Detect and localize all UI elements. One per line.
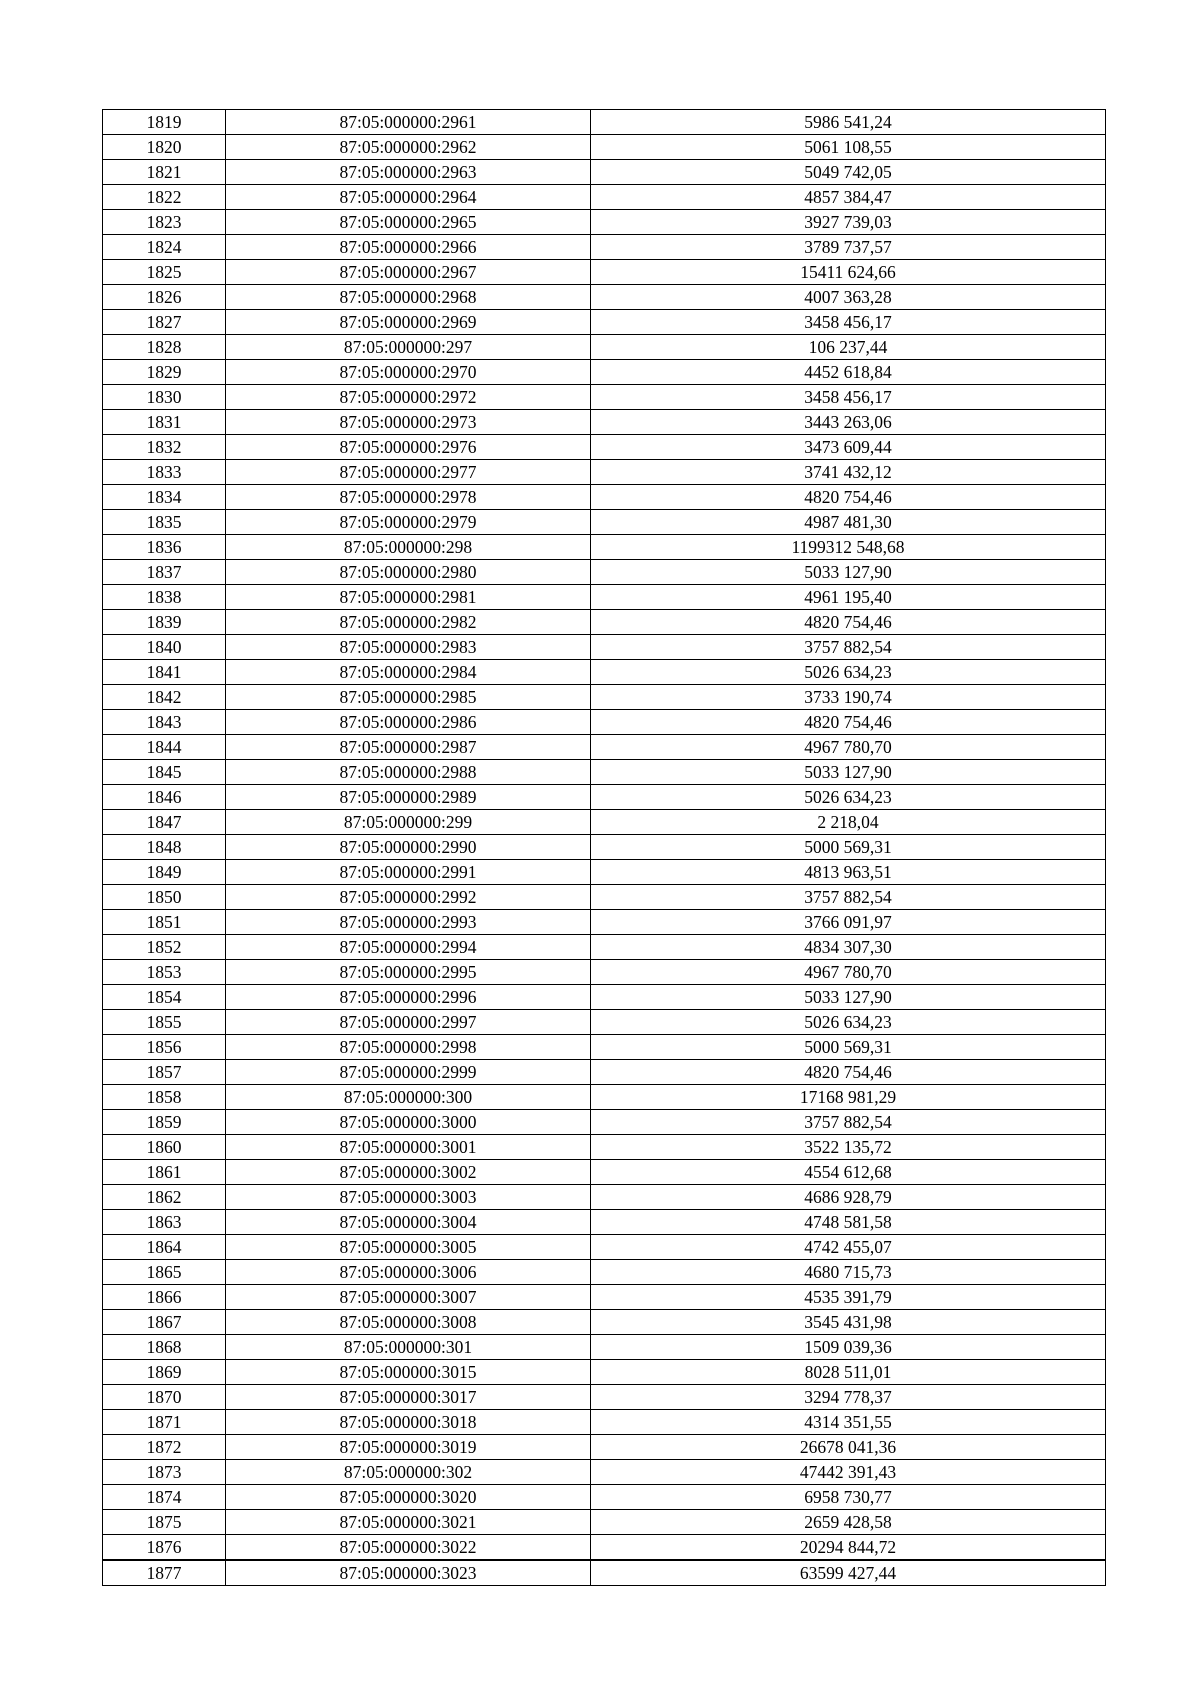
cadastral-number-cell: 87:05:000000:2961 [226, 110, 591, 135]
cadastral-value-cell: 5000 569,31 [591, 1035, 1106, 1060]
cadastral-number-cell: 87:05:000000:2987 [226, 735, 591, 760]
cadastral-number-cell: 87:05:000000:2989 [226, 785, 591, 810]
table-row [103, 435, 1106, 460]
cadastral-value-cell: 2659 428,58 [591, 1510, 1106, 1535]
row-number-cell: 1837 [103, 560, 226, 585]
cadastral-value-cell: 47442 391,43 [591, 1460, 1106, 1485]
row-number-cell: 1822 [103, 185, 226, 210]
table-row [103, 1260, 1106, 1285]
cadastral-number-cell: 87:05:000000:3020 [226, 1485, 591, 1510]
cadastral-number-cell: 87:05:000000:3018 [226, 1410, 591, 1435]
row-number-cell: 1848 [103, 835, 226, 860]
cadastral-value-cell: 3741 432,12 [591, 460, 1106, 485]
cadastral-value-cell: 5026 634,23 [591, 660, 1106, 685]
row-number-cell: 1875 [103, 1510, 226, 1535]
table-row [103, 835, 1106, 860]
cadastral-number-cell: 87:05:000000:2992 [226, 885, 591, 910]
table-row [103, 260, 1106, 285]
row-number-cell: 1869 [103, 1360, 226, 1385]
row-number-cell: 1863 [103, 1210, 226, 1235]
cadastral-number-cell: 87:05:000000:2967 [226, 260, 591, 285]
cadastral-value-cell: 5049 742,05 [591, 160, 1106, 185]
table-row [103, 810, 1106, 835]
cadastral-number-cell: 87:05:000000:2979 [226, 510, 591, 535]
cadastral-value-cell: 3458 456,17 [591, 385, 1106, 410]
cadastral-number-cell: 87:05:000000:2978 [226, 485, 591, 510]
cadastral-value-cell: 8028 511,01 [591, 1360, 1106, 1385]
table-row [103, 935, 1106, 960]
row-number-cell: 1819 [103, 110, 226, 135]
cadastral-value-cell: 20294 844,72 [591, 1535, 1106, 1561]
row-number-cell: 1864 [103, 1235, 226, 1260]
row-number-cell: 1868 [103, 1335, 226, 1360]
cadastral-value-cell: 4961 195,40 [591, 585, 1106, 610]
row-number-cell: 1847 [103, 810, 226, 835]
table-row [103, 635, 1106, 660]
table-body [103, 110, 1106, 1586]
cadastral-number-cell: 87:05:000000:2991 [226, 860, 591, 885]
cadastral-value-cell: 3789 737,57 [591, 235, 1106, 260]
row-number-cell: 1874 [103, 1485, 226, 1510]
cadastral-number-cell: 87:05:000000:2997 [226, 1010, 591, 1035]
row-number-cell: 1853 [103, 960, 226, 985]
cadastral-value-cell: 4987 481,30 [591, 510, 1106, 535]
cadastral-number-cell: 87:05:000000:3015 [226, 1360, 591, 1385]
table-row [103, 885, 1106, 910]
cadastral-number-cell: 87:05:000000:2982 [226, 610, 591, 635]
row-number-cell: 1861 [103, 1160, 226, 1185]
cadastral-number-cell: 87:05:000000:3019 [226, 1435, 591, 1460]
row-number-cell: 1865 [103, 1260, 226, 1285]
table-row [103, 535, 1106, 560]
table-row [103, 660, 1106, 685]
cadastral-value-table [102, 109, 1106, 1586]
row-number-cell: 1826 [103, 285, 226, 310]
row-number-cell: 1870 [103, 1385, 226, 1410]
row-number-cell: 1866 [103, 1285, 226, 1310]
cadastral-number-cell: 87:05:000000:300 [226, 1085, 591, 1110]
row-number-cell: 1838 [103, 585, 226, 610]
cadastral-value-cell: 4967 780,70 [591, 960, 1106, 985]
row-number-cell: 1820 [103, 135, 226, 160]
cadastral-value-cell: 4820 754,46 [591, 485, 1106, 510]
cadastral-number-cell: 87:05:000000:2972 [226, 385, 591, 410]
cadastral-value-cell: 5033 127,90 [591, 560, 1106, 585]
table-row [103, 1360, 1106, 1385]
table-row [103, 185, 1106, 210]
table-row [103, 135, 1106, 160]
cadastral-number-cell: 87:05:000000:2994 [226, 935, 591, 960]
cadastral-value-cell: 4834 307,30 [591, 935, 1106, 960]
row-number-cell: 1860 [103, 1135, 226, 1160]
cadastral-value-cell: 4857 384,47 [591, 185, 1106, 210]
table-row [103, 1310, 1106, 1335]
table-row [103, 485, 1106, 510]
table-row [103, 1335, 1106, 1360]
cadastral-number-cell: 87:05:000000:3006 [226, 1260, 591, 1285]
table-row [103, 1535, 1106, 1561]
row-number-cell: 1862 [103, 1185, 226, 1210]
cadastral-value-cell: 4820 754,46 [591, 610, 1106, 635]
table-row [103, 610, 1106, 635]
cadastral-value-cell: 15411 624,66 [591, 260, 1106, 285]
row-number-cell: 1831 [103, 410, 226, 435]
cadastral-value-cell: 4820 754,46 [591, 710, 1106, 735]
cadastral-number-cell: 87:05:000000:299 [226, 810, 591, 835]
cadastral-value-cell: 3294 778,37 [591, 1385, 1106, 1410]
row-number-cell: 1871 [103, 1410, 226, 1435]
table-row [103, 335, 1106, 360]
row-number-cell: 1832 [103, 435, 226, 460]
cadastral-number-cell: 87:05:000000:2983 [226, 635, 591, 660]
cadastral-number-cell: 87:05:000000:3022 [226, 1535, 591, 1561]
table-row [103, 560, 1106, 585]
row-number-cell: 1825 [103, 260, 226, 285]
row-number-cell: 1872 [103, 1435, 226, 1460]
table-row [103, 910, 1106, 935]
table-row [103, 1110, 1106, 1135]
cadastral-number-cell: 87:05:000000:3008 [226, 1310, 591, 1335]
table-row [103, 985, 1106, 1010]
cadastral-value-cell: 3766 091,97 [591, 910, 1106, 935]
cadastral-value-cell: 3545 431,98 [591, 1310, 1106, 1335]
row-number-cell: 1841 [103, 660, 226, 685]
cadastral-number-cell: 87:05:000000:2988 [226, 760, 591, 785]
cadastral-value-cell: 3443 263,06 [591, 410, 1106, 435]
table-row [103, 960, 1106, 985]
cadastral-number-cell: 87:05:000000:3023 [226, 1560, 591, 1586]
table-row [103, 360, 1106, 385]
table-row [103, 1410, 1106, 1435]
cadastral-value-cell: 5986 541,24 [591, 110, 1106, 135]
table-row [103, 1435, 1106, 1460]
cadastral-value-cell: 3757 882,54 [591, 635, 1106, 660]
cadastral-number-cell: 87:05:000000:2980 [226, 560, 591, 585]
cadastral-number-cell: 87:05:000000:2970 [226, 360, 591, 385]
cadastral-number-cell: 87:05:000000:3004 [226, 1210, 591, 1235]
table-row [103, 1285, 1106, 1310]
cadastral-value-cell: 26678 041,36 [591, 1435, 1106, 1460]
table-row [103, 1185, 1106, 1210]
table-row [103, 310, 1106, 335]
table-row [103, 1510, 1106, 1535]
table-row [103, 410, 1106, 435]
row-number-cell: 1827 [103, 310, 226, 335]
cadastral-value-cell: 4967 780,70 [591, 735, 1106, 760]
row-number-cell: 1833 [103, 460, 226, 485]
cadastral-number-cell: 87:05:000000:302 [226, 1460, 591, 1485]
cadastral-value-cell: 5000 569,31 [591, 835, 1106, 860]
table-row [103, 685, 1106, 710]
row-number-cell: 1830 [103, 385, 226, 410]
cadastral-value-cell: 5026 634,23 [591, 785, 1106, 810]
table-row [103, 1060, 1106, 1085]
row-number-cell: 1850 [103, 885, 226, 910]
table-row [103, 1135, 1106, 1160]
cadastral-number-cell: 87:05:000000:297 [226, 335, 591, 360]
cadastral-value-cell: 106 237,44 [591, 335, 1106, 360]
row-number-cell: 1877 [103, 1560, 226, 1586]
cadastral-value-cell: 63599 427,44 [591, 1560, 1106, 1586]
cadastral-number-cell: 87:05:000000:3001 [226, 1135, 591, 1160]
cadastral-value-cell: 1199312 548,68 [591, 535, 1106, 560]
cadastral-number-cell: 87:05:000000:2965 [226, 210, 591, 235]
cadastral-value-cell: 4686 928,79 [591, 1185, 1106, 1210]
cadastral-number-cell: 87:05:000000:2968 [226, 285, 591, 310]
cadastral-value-cell: 5033 127,90 [591, 985, 1106, 1010]
table-row [103, 710, 1106, 735]
cadastral-number-cell: 87:05:000000:2986 [226, 710, 591, 735]
table-row [103, 1460, 1106, 1485]
cadastral-value-cell: 17168 981,29 [591, 1085, 1106, 1110]
row-number-cell: 1829 [103, 360, 226, 385]
table-row [103, 1035, 1106, 1060]
table-row [103, 1385, 1106, 1410]
cadastral-number-cell: 87:05:000000:2993 [226, 910, 591, 935]
cadastral-number-cell: 87:05:000000:3005 [226, 1235, 591, 1260]
cadastral-value-cell: 5033 127,90 [591, 760, 1106, 785]
row-number-cell: 1846 [103, 785, 226, 810]
cadastral-number-cell: 87:05:000000:2990 [226, 835, 591, 860]
cadastral-number-cell: 87:05:000000:3002 [226, 1160, 591, 1185]
row-number-cell: 1873 [103, 1460, 226, 1485]
cadastral-value-cell: 1509 039,36 [591, 1335, 1106, 1360]
row-number-cell: 1845 [103, 760, 226, 785]
cadastral-number-cell: 87:05:000000:2996 [226, 985, 591, 1010]
table-row [103, 235, 1106, 260]
cadastral-number-cell: 87:05:000000:2984 [226, 660, 591, 685]
table-row [103, 1010, 1106, 1035]
table-row [103, 1210, 1106, 1235]
table-row [103, 1485, 1106, 1510]
row-number-cell: 1836 [103, 535, 226, 560]
cadastral-value-cell: 3458 456,17 [591, 310, 1106, 335]
table-row [103, 285, 1106, 310]
cadastral-number-cell: 87:05:000000:2962 [226, 135, 591, 160]
table-row [103, 785, 1106, 810]
row-number-cell: 1857 [103, 1060, 226, 1085]
row-number-cell: 1823 [103, 210, 226, 235]
cadastral-value-cell: 4680 715,73 [591, 1260, 1106, 1285]
cadastral-number-cell: 87:05:000000:2981 [226, 585, 591, 610]
cadastral-value-cell: 5061 108,55 [591, 135, 1106, 160]
cadastral-value-cell: 4452 618,84 [591, 360, 1106, 385]
cadastral-number-cell: 87:05:000000:301 [226, 1335, 591, 1360]
cadastral-number-cell: 87:05:000000:2995 [226, 960, 591, 985]
cadastral-value-cell: 4554 612,68 [591, 1160, 1106, 1185]
row-number-cell: 1844 [103, 735, 226, 760]
table-row [103, 1085, 1106, 1110]
table-row [103, 210, 1106, 235]
table-row [103, 385, 1106, 410]
table-row [103, 160, 1106, 185]
cadastral-number-cell: 87:05:000000:3017 [226, 1385, 591, 1410]
row-number-cell: 1840 [103, 635, 226, 660]
cadastral-value-cell: 4813 963,51 [591, 860, 1106, 885]
row-number-cell: 1858 [103, 1085, 226, 1110]
cadastral-value-cell: 3473 609,44 [591, 435, 1106, 460]
row-number-cell: 1842 [103, 685, 226, 710]
table-row [103, 1560, 1106, 1586]
table-row [103, 510, 1106, 535]
cadastral-number-cell: 87:05:000000:2977 [226, 460, 591, 485]
cadastral-value-cell: 4820 754,46 [591, 1060, 1106, 1085]
cadastral-number-cell: 87:05:000000:2976 [226, 435, 591, 460]
table-row [103, 760, 1106, 785]
cadastral-number-cell: 87:05:000000:3021 [226, 1510, 591, 1535]
cadastral-value-cell: 3927 739,03 [591, 210, 1106, 235]
table-row [103, 1160, 1106, 1185]
cadastral-value-cell: 2 218,04 [591, 810, 1106, 835]
cadastral-number-cell: 87:05:000000:2998 [226, 1035, 591, 1060]
row-number-cell: 1876 [103, 1535, 226, 1561]
row-number-cell: 1851 [103, 910, 226, 935]
table-row [103, 735, 1106, 760]
table-row [103, 460, 1106, 485]
table-row [103, 1235, 1106, 1260]
row-number-cell: 1856 [103, 1035, 226, 1060]
cadastral-number-cell: 87:05:000000:3000 [226, 1110, 591, 1135]
cadastral-number-cell: 87:05:000000:2973 [226, 410, 591, 435]
cadastral-value-cell: 3733 190,74 [591, 685, 1106, 710]
cadastral-value-cell: 3522 135,72 [591, 1135, 1106, 1160]
row-number-cell: 1821 [103, 160, 226, 185]
row-number-cell: 1824 [103, 235, 226, 260]
table-row [103, 860, 1106, 885]
cadastral-number-cell: 87:05:000000:2966 [226, 235, 591, 260]
row-number-cell: 1859 [103, 1110, 226, 1135]
cadastral-number-cell: 87:05:000000:3007 [226, 1285, 591, 1310]
cadastral-number-cell: 87:05:000000:3003 [226, 1185, 591, 1210]
cadastral-number-cell: 87:05:000000:298 [226, 535, 591, 560]
table-row [103, 585, 1106, 610]
cadastral-number-cell: 87:05:000000:2963 [226, 160, 591, 185]
cadastral-value-cell: 4007 363,28 [591, 285, 1106, 310]
cadastral-value-cell: 4748 581,58 [591, 1210, 1106, 1235]
cadastral-number-cell: 87:05:000000:2969 [226, 310, 591, 335]
row-number-cell: 1854 [103, 985, 226, 1010]
cadastral-number-cell: 87:05:000000:2964 [226, 185, 591, 210]
row-number-cell: 1828 [103, 335, 226, 360]
cadastral-value-cell: 3757 882,54 [591, 885, 1106, 910]
cadastral-value-cell: 4742 455,07 [591, 1235, 1106, 1260]
cadastral-value-cell: 3757 882,54 [591, 1110, 1106, 1135]
cadastral-value-cell: 4314 351,55 [591, 1410, 1106, 1435]
cadastral-value-cell: 4535 391,79 [591, 1285, 1106, 1310]
cadastral-number-cell: 87:05:000000:2999 [226, 1060, 591, 1085]
cadastral-number-cell: 87:05:000000:2985 [226, 685, 591, 710]
row-number-cell: 1867 [103, 1310, 226, 1335]
cadastral-value-cell: 6958 730,77 [591, 1485, 1106, 1510]
row-number-cell: 1855 [103, 1010, 226, 1035]
row-number-cell: 1835 [103, 510, 226, 535]
cadastral-value-cell: 5026 634,23 [591, 1010, 1106, 1035]
row-number-cell: 1843 [103, 710, 226, 735]
row-number-cell: 1849 [103, 860, 226, 885]
row-number-cell: 1834 [103, 485, 226, 510]
row-number-cell: 1839 [103, 610, 226, 635]
table-row [103, 110, 1106, 135]
row-number-cell: 1852 [103, 935, 226, 960]
